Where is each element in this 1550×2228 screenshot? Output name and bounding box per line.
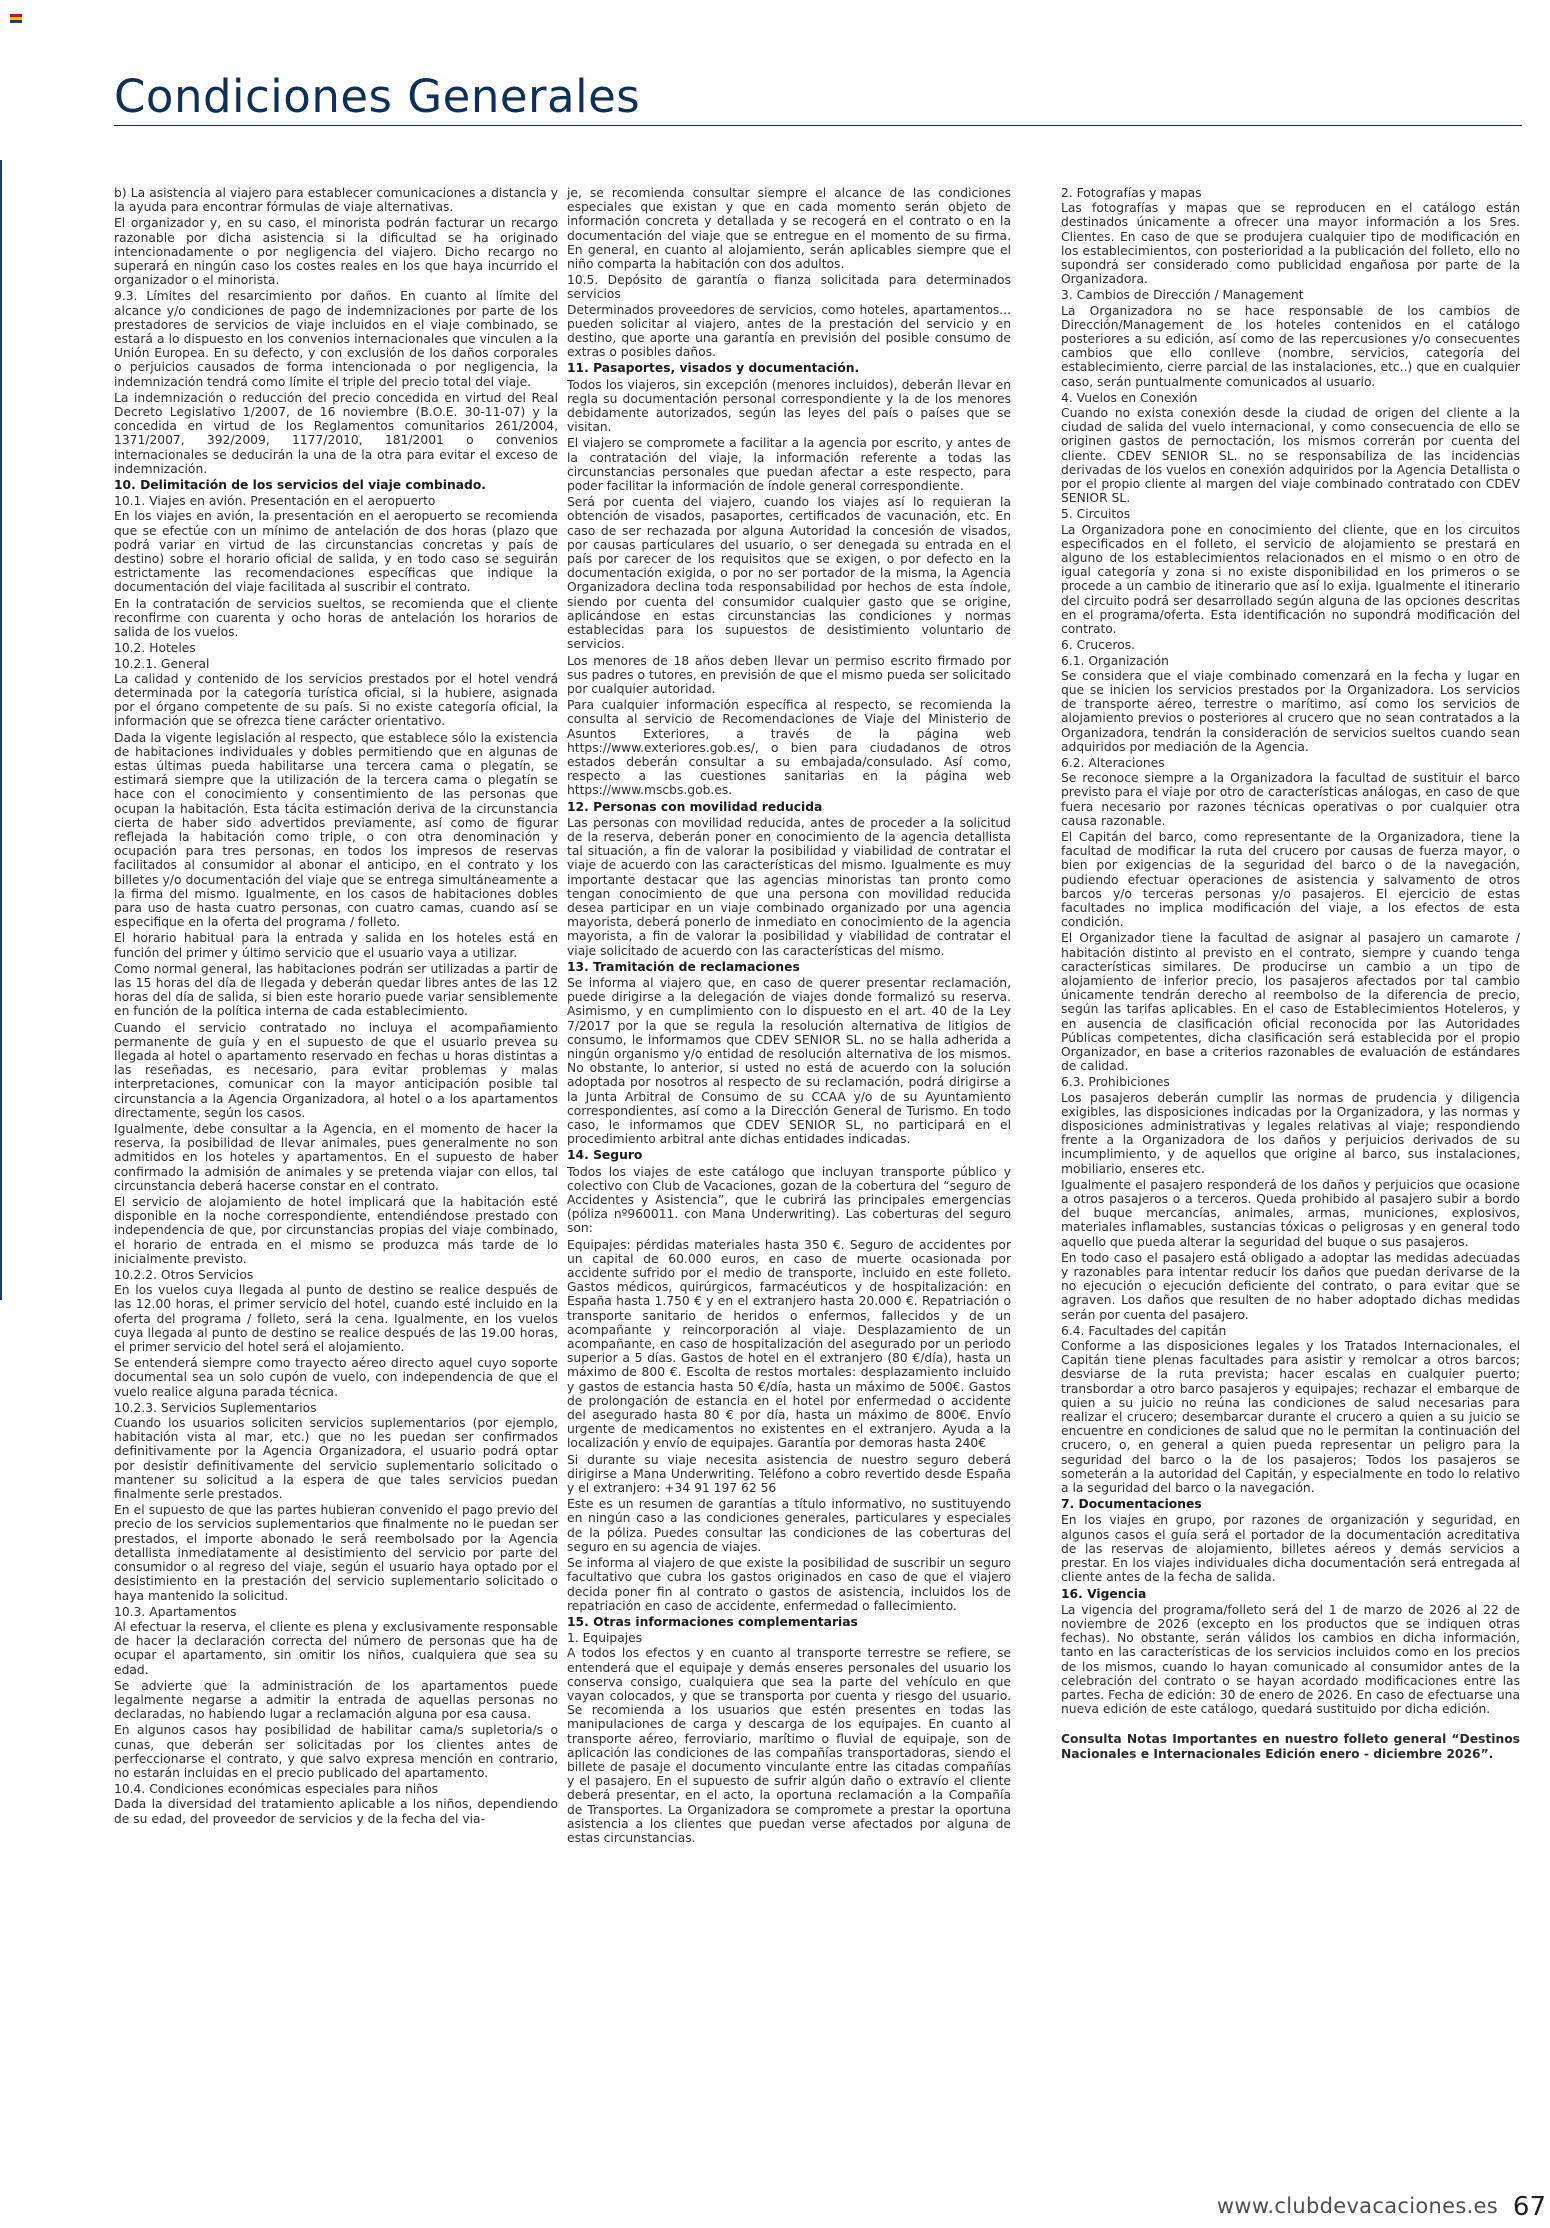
body-paragraph: El horario habitual para la entrada y salida en los hoteles está en función del primer y último servicio que el usuario vaya a utilizar.	[114, 931, 558, 960]
body-paragraph: Los menores de 18 años deben llevar un permiso escrito firmado por sus padres o tutores, en previsión de que el mismo pueda ser solicitado por cualquier autoridad.	[567, 653, 1011, 696]
section-heading: 15. Otras informaciones complementarias	[567, 1614, 858, 1629]
body-paragraph: Como normal general, las habitaciones podrán ser utilizadas a partir de las 15 horas del día de llegada y deberán quedar libres antes de las 12 horas del día de salida, si bien este horario puede variar sensiblemente en función de la política interna de cada establecimiento.	[114, 961, 558, 1019]
body-paragraph: Será por cuenta del viajero, cuando los viajes así lo requieran la obtención de visados, pasaportes, certificados de vacunación, etc. En caso de ser rechazada por alguna Autoridad la concesión de visados, por causas particulares del usuario, o ser denegada su entrada en el país por carecer de los requisitos que se exigen, o por defecto en la documentación exigida, o por no ser portador de la misma, la Agencia Organizadora declina toda responsabilidad por hechos de esta índole, siendo por cuenta del consumidor cualquier gasto que se origine, aplicándose en estas circunstancias las condiciones y normas establecidas para los supuestos de desistimiento voluntario de servicios.	[567, 495, 1011, 652]
body-paragraph: Se entenderá siempre como trayecto aéreo directo aquel cuyo soporte documental sea un solo cupón de vuelo, con independencia de que el vuelo realice alguna parada técnica.	[114, 1356, 558, 1399]
body-paragraph: En algunos casos hay posibilidad de habilitar cama/s supletoria/s o cunas, que deberán ser solicitadas por los clientes antes de perfeccionarse el contrato, y que salvo expresa mención en contrario, no estarán incluidas en el precio publicado del apartamento.	[114, 1723, 558, 1780]
body-paragraph: Las personas con movilidad reducida, antes de proceder a la solicitud de la reserva, deberán poner en conocimiento de la agencia detallista tal situación, a fin de valorar la posibilidad y viabilidad de contratar el viaje de acuerdo con las características del mismo. Igualmente es muy importante destacar que las agencias minoristas tan pronto como tengan conocimiento de que una persona con movilidad reducida desea participar en un viaje combinado organizado por una agencia mayorista, deberá ponerlo de inmediato en conocimiento de la agencia mayorista, a fin de valorar la posibilidad y viabilidad de contratar el viaje solicitado de acuerdo con las características del mismo.	[567, 815, 1011, 958]
footer-website-url: www.clubdevacaciones.es	[1216, 2194, 1498, 2218]
corner-flag-mark	[10, 14, 22, 23]
body-paragraph: En el supuesto de que las partes hubieran convenido el pago previo del precio de los servicios suplementarios que finalmente no le puedan ser prestados, el importe abonado le será reembolsado por la Agencia detallista inmediatamente al desistimiento del servicio por parte del consumidor o al regreso del viaje, según el usuario haya optado por el desistimiento en la prestación del servicio suplementario solicitado o haya mantenido la solicitud.	[114, 1503, 558, 1603]
body-paragraph: La Organizadora no se hace responsable de los cambios de Dirección/Management de los hoteles contenidos en el catálogo posteriores a su edición, así como de las repercusiones y/o consecuentes cambios que ello conlleve (nombre, servicios, categoría del establecimiento, cierre parcial de las instalaciones, etc..) que en cualquier caso, serán puntualmente comunicados al usuario.	[1061, 303, 1520, 389]
page-number: 67	[1512, 2192, 1546, 2222]
body-paragraph: Al efectuar la reserva, el cliente es plena y exclusivamente responsable de hacer la declaración correcta del número de personas que ha de ocupar el apartamento, sin omitir los niños, cualquiera que sea su edad.	[114, 1619, 558, 1677]
body-paragraph: b) La asistencia al viajero para establecer comunicaciones a distancia y la ayuda para encontrar fórmulas de viaje alternativas.	[114, 186, 558, 215]
body-paragraph: En todo caso el pasajero está obligado a adoptar las medidas adecuadas y razonables para intentar reducir los daños que puedan derivarse de la no ejecución o ejecución deficiente del contrato, o para evitar que se agraven. Los daños que resulten de no haber adoptado dichas medidas serán por cuenta del pasajero.	[1061, 1250, 1520, 1322]
subsection-heading: 1. Equipajes	[567, 1631, 643, 1646]
body-paragraph: En los vuelos cuya llegada al punto de destino se realice después de las 12.00 horas, el primer servicio del hotel, cuando esté incluido en la oferta del programa / folleto, será la cena. Igualmente, en los vuelos cuya llegada al punto de destino se realice después de las 19.00 horas, el primer servicio del hotel será el alojamiento.	[114, 1283, 558, 1355]
body-paragraph: Se reconoce siempre a la Organizadora la facultad de sustituir el barco previsto para el viaje por otro de características análogas, en caso de que fuera necesario por razones técnicas operativas o por cualquier otra causa razonable.	[1061, 771, 1520, 828]
closing-note: Consulta Notas Importantes en nuestro folleto general “Destinos Nacionales e Internacionales Edición enero - diciembre 2026”.	[1061, 1732, 1520, 1761]
body-paragraph: En los viajes en grupo, por razones de organización y seguridad, en algunos casos el guía será el portador de la documentación acreditativa de las reservas de alojamiento, billetes aéreos y demás servicios a prestar. En los viajes individuales dicha documentación será entregada al cliente antes de la fecha de salida.	[1061, 1513, 1520, 1585]
body-paragraph: Se informa al viajero que, en caso de querer presentar reclamación, puede dirigirse a la delegación de viajes donde formalizó su reserva. Asimismo, y en cumplimiento con lo dispuesto en el art. 40 de la Ley 7/2017 por la que se regula la resolución alternativa de litigios de consumo, le informamos que CDEV SENIOR SL. no se halla adherida a ningún organismo y/o entidad de resolución alternativa de los mismos. No obstante, lo anterior, si usted no está de acuerdo con la solución adoptada por nosotros al respecto de su reclamación, podrá dirigirse a la Junta Arbitral de Consumo de su CCAA y/o de su Ayuntamiento correspondientes, así como a la Dirección General de Turismo. En todo caso, le informamos que CDEV SENIOR SL, no participará en el procedimiento arbitral ante dichas entidades indicadas.	[567, 975, 1011, 1147]
page-title: Condiciones Generales	[114, 70, 641, 123]
body-paragraph: Las fotografías y mapas que se reproducen en el catálogo están destinados únicamente a ofrecer una mayor información a los Sres. Clientes. En caso de que se produjera cualquier tipo de modificación en los establecimientos, con posterioridad a la publicación del folleto, ello no supondrá ser considerado como publicidad engañosa por parte de la Organizadora.	[1061, 201, 1520, 287]
subsection-heading: 10.2.2. Otros Servicios	[114, 1268, 254, 1283]
subsection-heading: 10.4. Condiciones económicas especiales para niños	[114, 1782, 439, 1797]
left-edge-rule	[0, 160, 2, 1300]
body-paragraph: Los pasajeros deberán cumplir las normas de prudencia y diligencia exigibles, las disposiciones indicadas por la Organizadora, y las normas y disposiciones administrativas y legales relativas al viaje; respondiendo frente a la Organizadora de los daños y perjuicios derivados de su incumplimiento, y de aquellos que origine al barco, sus instalaciones, mobiliario, enseres etc.	[1061, 1090, 1520, 1176]
text-column-3	[1061, 186, 1520, 2171]
body-paragraph: Todos los viajeros, sin excepción (menores incluidos), deberán llevar en regla su documentación personal correspondiente y la de los menores debidamente autorizados, según las leyes del país o países que se visitan.	[567, 377, 1011, 435]
subsection-heading: 10.2. Hoteles	[114, 641, 196, 656]
body-paragraph: A todos los efectos y en cuanto al transporte terrestre se refiere, se entenderá que el equipaje y demás enseres personales del usuario los conserva consigo, cualquiera que sea la parte del vehículo en que vayan colocados, y que se transporta por cuenta y riesgo del usuario. Se recomienda a los usuarios que estén presentes en todas las manipulaciones de carga y descarga de los equipajes. En cuanto al transporte aéreo, ferroviario, marítimo o fluvial de equipaje, son de aplicación las condiciones de las compañías transportadoras, siendo el billete de pasaje el documento vinculante entre las citadas compañías y el pasajero. En el supuesto de sufrir algún daño o extravío el cliente deberá presentar, en el acto, la oportuna reclamación a la Compañía de Transportes. La Organizadora se compromete a prestar la oportuna asistencia a los clientes que puedan verse afectados por alguna de estas circunstancias.	[567, 1646, 1011, 1845]
body-paragraph: Este es un resumen de garantías a título informativo, no sustituyendo en ningún caso a las condiciones generales, particulares y especiales de la póliza. Puedes consultar las condiciones de las coberturas del seguro en su agencia de viajes.	[567, 1497, 1011, 1554]
body-paragraph: Cuando los usuarios soliciten servicios suplementarios (por ejemplo, habitación vista al mar, etc.) que no les puedan ser confirmados definitivamente por la Agencia Organizadora, el usuario podrá optar por desistir definitivamente del servicio suplementario solicitado o mantener su solicitud a la espera de que tales servicios puedan finalmente serle prestados.	[114, 1416, 558, 1502]
body-paragraph: Se considera que el viaje combinado comenzará en la fecha y lugar en que se inicien los servicios prestados por la Organizadora. Los servicios de transporte aéreo, terrestre o marítimo, así como los servicios de alojamiento previos o posteriores al crucero que no sean contratados a la Organizadora, tendrán la consideración de servicios sueltos cuando sean adquiridos por mediación de la Agencia.	[1061, 668, 1520, 754]
body-paragraph: El viajero se compromete a facilitar a la agencia por escrito, y antes de la contratación del viaje, la información referente a todas las circunstancias personales que puedan afectar a este respecto, para poder facilitar la información de índole general correspondiente.	[567, 436, 1011, 494]
body-paragraph: La indemnización o reducción del precio concedida en virtud del Real Decreto Legislativo 1/2007, de 16 noviembre (B.O.E. 30-11-07) y la concedida en virtud de los Reglamentos comunitarios 261/2004, 1371/2007, 392/2009, 1177/2010, 181/2001 o convenios internacionales se deducirán la una de la otra para evitar el exceso de indemnización.	[114, 390, 558, 476]
body-paragraph: 9.3. Límites del resarcimiento por daños. En cuanto al límite del alcance y/o condiciones de pago de indemnizaciones por parte de los prestadores de servicios de viaje incluidos en el viaje combinado, se estará a lo dispuesto en los convenios internacionales que vinculen a la Unión Europea. En su defecto, y con exclusión de los daños corporales o perjuicios causados de forma intencionada o por negligencia, la indemnización tendrá como límite el triple del precio total del viaje.	[114, 289, 558, 389]
body-paragraph: Se informa al viajero de que existe la posibilidad de suscribir un seguro facultativo que cubra los gastos originados en caso de que el viajero decida poner fin al contrato o gastos de asistencia, incluidos los de repatriación en caso de accidente, enfermedad o fallecimiento.	[567, 1556, 1011, 1613]
subsection-heading: 10.2.1. General	[114, 656, 210, 671]
body-paragraph: La vigencia del programa/folleto será del 1 de marzo de 2026 al 22 de noviembre de 2026 (excepto en los productos que se indiquen otras fechas). No obstante, serán válidos los cambios en dicha información, tanto en las características de los servicios incluidos como en los precios de los mismos, cuando lo hayan comunicado al consumidor antes de la celebración del contrato o se hayan acordado modificaciones entre las partes. Fecha de edición: 30 de enero de 2026. En caso de efectuarse una nueva edición de este catálogo, quedará sustituido por dicha edición.	[1061, 1602, 1520, 1717]
body-paragraph: El Capitán del barco, como representante de la Organizadora, tiene la facultad de modificar la ruta del crucero por causas de fuerza mayor, o bien por exigencias de la seguridad del barco o de la navegación, pudiendo efectuar operaciones de asistencia y salvamento de otros barcos y/o terceras personas y/o pasajeros. El ejercicio de estas facultades no implica modificación del viaje, a los efectos de esta condición.	[1061, 829, 1520, 930]
body-paragraph: Igualmente el pasajero responderá de los daños y perjuicios que ocasione a otros pasajeros o a terceros. Queda prohibido al pasajero subir a bordo del buque mercancías, animales, armas, municiones, explosivos, materiales inflamables, sustancias tóxicas o peligrosas y en general todo aquello que pueda alterar la seguridad del buque o sus pasajeros.	[1061, 1177, 1520, 1249]
section-heading: 14. Seguro	[567, 1148, 643, 1163]
body-paragraph: La calidad y contenido de los servicios prestados por el hotel vendrá determinada por la categoría turística oficial, si la hubiere, asignada por el órgano competente de su país. Si no existe categoría oficial, la información que se ofrezca tiene carácter orientativo.	[114, 671, 558, 729]
subsection-heading: 10.3. Apartamentos	[114, 1604, 237, 1619]
section-heading: 10. Delimitación de los servicios del viaje combinado.	[114, 478, 486, 493]
body-paragraph: El servicio de alojamiento de hotel implicará que la habitación esté disponible en la noche correspondiente, entendiéndose prestado con independencia de que, por circunstancias propias del viaje combinado, el horario de entrada en el mismo se produzca más tarde de lo inicialmente previsto.	[114, 1195, 558, 1266]
body-paragraph: El Organizador tiene la facultad de asignar al pasajero un camarote / habitación distinto al previsto en el contrato, siempre y cuando tenga características similares. De producirse un cambio a un tipo de alojamiento de inferior precio, los pasajeros afectados por tal cambio únicamente tendrán derecho al reembolso de la diferencia de precio, según las tarifas aplicables. En el caso de Establecimientos Hoteleros, y en ausencia de clasificación oficial reconocida por las Autoridades Públicas competentes, dicha clasificación será establecida por el propio Organizador, en base a criterios razonables de evaluación de estándares de calidad.	[1061, 931, 1520, 1074]
body-paragraph: Si durante su viaje necesita asistencia de nuestro seguro deberá dirigirse a Mana Underwriting. Teléfono a cobro revertido desde España y el extranjero: +34 91 197 62 56	[567, 1452, 1011, 1496]
body-paragraph: En la contratación de servicios sueltos, se recomienda que el cliente reconfirme con cuarenta y ocho horas de antelación los horarios de salida de los vuelos.	[114, 596, 558, 640]
subsection-heading: 10.5. Depósito de garantía o fianza solicitada para determinados servicios	[567, 273, 1011, 302]
subsection-heading: 6. Cruceros.	[1061, 638, 1136, 653]
body-paragraph: Todos los viajes de este catálogo que incluyan transporte público y colectivo con Club de Vacaciones, gozan de la cobertura del “seguro de Accidentes y Asistencia”, que le cubrirá las principales emergencias (póliza nº960011. con Mana Underwriting). Las coberturas del seguro son:	[567, 1164, 1011, 1236]
title-divider	[114, 125, 1522, 126]
body-paragraph: Conforme a las disposiciones legales y los Tratados Internacionales, el Capitán tiene plenas facultades para asistir y remolcar a otros barcos; desviarse de la ruta prevista; hacer escalas en cualquier puerto; transbordar a otro barco pasajeros y equipajes; rechazar el embarque de quien a su juicio no reúna las condiciones de salud necesarias para realizar el crucero; desembarcar durante el crucero a quien a su juicio se encuentre en condiciones de salud que no le permitan la continuación del crucero, o, en general a quien pueda representar un peligro para la seguridad del barco o la de los pasajeros; Todos los pasajeros se someterán a la autoridad del Capitán, y especialmente en todo lo relativo a la seguridad del barco o la navegación.	[1061, 1339, 1520, 1496]
body-paragraph: En los viajes en avión, la presentación en el aeropuerto se recomienda que se efectúe con un mínimo de antelación de dos horas (plazo que podrá variar en virtud de las circunstancias concretas y país de destino) sobre el horario oficial de salida, y en todo caso se seguirán estrictamente las recomendaciones específicas que indique la documentación del viaje facilitada al suscribir el contrato.	[114, 509, 558, 595]
subsection-heading: 6.2. Alteraciones	[1061, 755, 1165, 770]
section-heading: 7. Documentaciones	[1061, 1497, 1202, 1512]
subsection-heading: 4. Vuelos en Conexión	[1061, 390, 1198, 405]
body-paragraph: je, se recomienda consultar siempre el alcance de las condiciones especiales que existan y que en cada momento serán objeto de información concreta y detallada y se recogerá en el contrato o en la documentación del viaje que se entregue en el momento de su firma. En general, en cuanto al alojamiento, serán aplicables siempre que el niño comparta la habitación con dos adultos.	[567, 186, 1011, 272]
body-paragraph: Dada la diversidad del tratamiento aplicable a los niños, dependiendo de su edad, del proveedor de servicios y de la fecha del via-	[114, 1797, 558, 1826]
subsection-heading: 6.3. Prohibiciones	[1061, 1075, 1170, 1090]
body-paragraph: Se advierte que la administración de los apartamentos puede legalmente negarse a admitir la entrada de aquellas personas no declaradas, no habiendo lugar a reclamación alguna por esa causa.	[114, 1678, 558, 1722]
section-heading: 12. Personas con movilidad reducida	[567, 799, 823, 814]
subsection-heading: 6.1. Organización	[1061, 653, 1169, 668]
terms-columns	[114, 186, 1520, 2171]
body-paragraph: Determinados proveedores de servicios, como hoteles, apartamentos... pueden solicitar al viajero, antes de la prestación del servicio y en destino, que aporte una garantía en previsión del posible consumo de extras o posibles daños.	[567, 302, 1011, 360]
body-paragraph: Dada la vigente legislación al respecto, que establece sólo la existencia de habitaciones individuales y dobles permitiendo que en algunas de estas últimas pueda habilitarse una tercera cama o plegatín, se estimará siempre que la utilización de la tercera cama o plegatín se hace con el conocimiento y consentimiento de las personas que ocupan la habitación. Esta tácita estimación deriva de la circunstancia cierta de haber sido advertidos previamente, así como de figurar reflejada la habitación como triple, o con otra denominación y ocupación para tres personas, en todos los impresos de reservas facilitados al consumidor al abonar el anticipo, en el contrato y los billetes y/o documentación del viaje que se entrega simultáneamente a la firma del mismo. Igualmente, en los casos de habitaciones dobles para uso de hasta cuatro personas, con cuatro camas, cuando así se especifique en la oferta del programa / folleto.	[114, 730, 558, 930]
body-paragraph: Cuando no exista conexión desde la ciudad de origen del cliente a la ciudad de salida del vuelo internacional, y como consecuencia de ello se originen gastos de pernoctación, los mismos correrán por cuenta del cliente. CDEV SENIOR SL. no se responsabiliza de las incidencias derivadas de los vuelos en conexión adquiridos por la Agencia Detallista o por el propio cliente al margen del viaje combinado contratado con CDEV SENIOR SL.	[1061, 406, 1520, 506]
subsection-heading: 6.4. Facultades del capitán	[1061, 1323, 1227, 1338]
text-column-1	[114, 186, 558, 2171]
body-paragraph: Para cualquier información específica al respecto, se recomienda la consulta al servicio de Recomendaciones de Viaje del Ministerio de Asuntos Exteriores, a través de la página web https://www.exteriores.gob.es/, o bien para ciudadanos de otros estados deberán consultar a su embajada/consulado. Así como, respecto a las cuestiones sanitarias en la página web https://www.mscbs.gob.es.	[567, 698, 1011, 798]
body-paragraph: Igualmente, debe consultar a la Agencia, en el momento de hacer la reserva, la posibilidad de llevar animales, pues generalmente no son admitidos en los hoteles y apartamentos. En el supuesto de haber confirmado la admisión de animales y se pretenda viajar con ellos, tal circunstancia deberá hacerse constar en el contrato.	[114, 1122, 558, 1193]
subsection-heading: 5. Circuitos	[1061, 507, 1131, 522]
subsection-heading: 10.1. Viajes en avión. Presentación en el aeropuerto	[114, 494, 436, 509]
body-paragraph: Equipajes: pérdidas materiales hasta 350 €. Seguro de accidentes por un capital de 60.000 euros, en caso de muerte ocasionada por accidente sufrido por el medio de transporte, incluido en este folleto. Gastos médicos, quirúrgicos, farmacéuticos y de hospitalización: en España hasta 1.750 € y en el extranjero hasta 20.000 €. Repatriación o transporte sanitario de heridos o enfermos, fallecidos y de un acompañante y reincorporación al viaje. Desplazamiento de un acompañante, en caso de hospitalización del asegurado por un periodo superior a 5 días. Gastos de hotel en el extranjero (80 €/día), hasta un máximo de 800 €. Escolta de restos mortales: desplazamiento incluido y gastos de estancia hasta 50 €/día, hasta un máximo de 500€. Gastos de prolongación de estancia en el hotel por enfermedad o accidente del asegurado hasta 80 € por día, hasta un máximo de 800€. Envío urgente de medicamentos no existentes en el extranjero. Ayuda a la localización y envío de equipajes. Garantía por demoras hasta 240€	[567, 1237, 1011, 1451]
section-heading: 13. Tramitación de reclamaciones	[567, 959, 800, 974]
subsection-heading: 10.2.3. Servicios Suplementarios	[114, 1400, 317, 1415]
section-heading: 16. Vigencia	[1061, 1586, 1147, 1601]
section-heading: 11. Pasaportes, visados y documentación.	[567, 361, 860, 376]
body-paragraph: La Organizadora pone en conocimiento del cliente, que en los circuitos especificados en el folleto, el servicio de alojamiento se prestará en alguno de los establecimientos relacionados en el mismo o en otro de igual categoría y zona si no existe disponibilidad en los primeros o se procede a un cambio de itinerario que así lo exija. Igualmente el itinerario del circuito podrá ser desarrollado según alguna de las opciones descritas en el programa/oferta. Esta identificación no supondrá modificación del contrato.	[1061, 522, 1520, 637]
subsection-heading: 2. Fotografías y mapas	[1061, 186, 1202, 200]
text-column-2	[567, 186, 1011, 2171]
body-paragraph: El organizador y, en su caso, el minorista podrán facturar un recargo razonable por dicha asistencia si la dificultad se ha originado intencionadamente o por negligencia del viajero. Dicho recargo no superará en ningún caso los costes reales en los que haya incurrido el organizador o el minorista.	[114, 216, 558, 288]
body-paragraph: Cuando el servicio contratado no incluya el acompañamiento permanente de guía y en el supuesto de que el usuario prevea su llegada al hotel o apartamento reservado en fechas u horas distintas a las reseñadas, es necesario, para evitar problemas y malas interpretaciones, comunicar con la mayor anticipación posible tal circunstancia a la Agencia Organizadora, al hotel o a los apartamentos directamente, según los casos.	[114, 1020, 558, 1120]
subsection-heading: 3. Cambios de Dirección / Management	[1061, 288, 1304, 303]
